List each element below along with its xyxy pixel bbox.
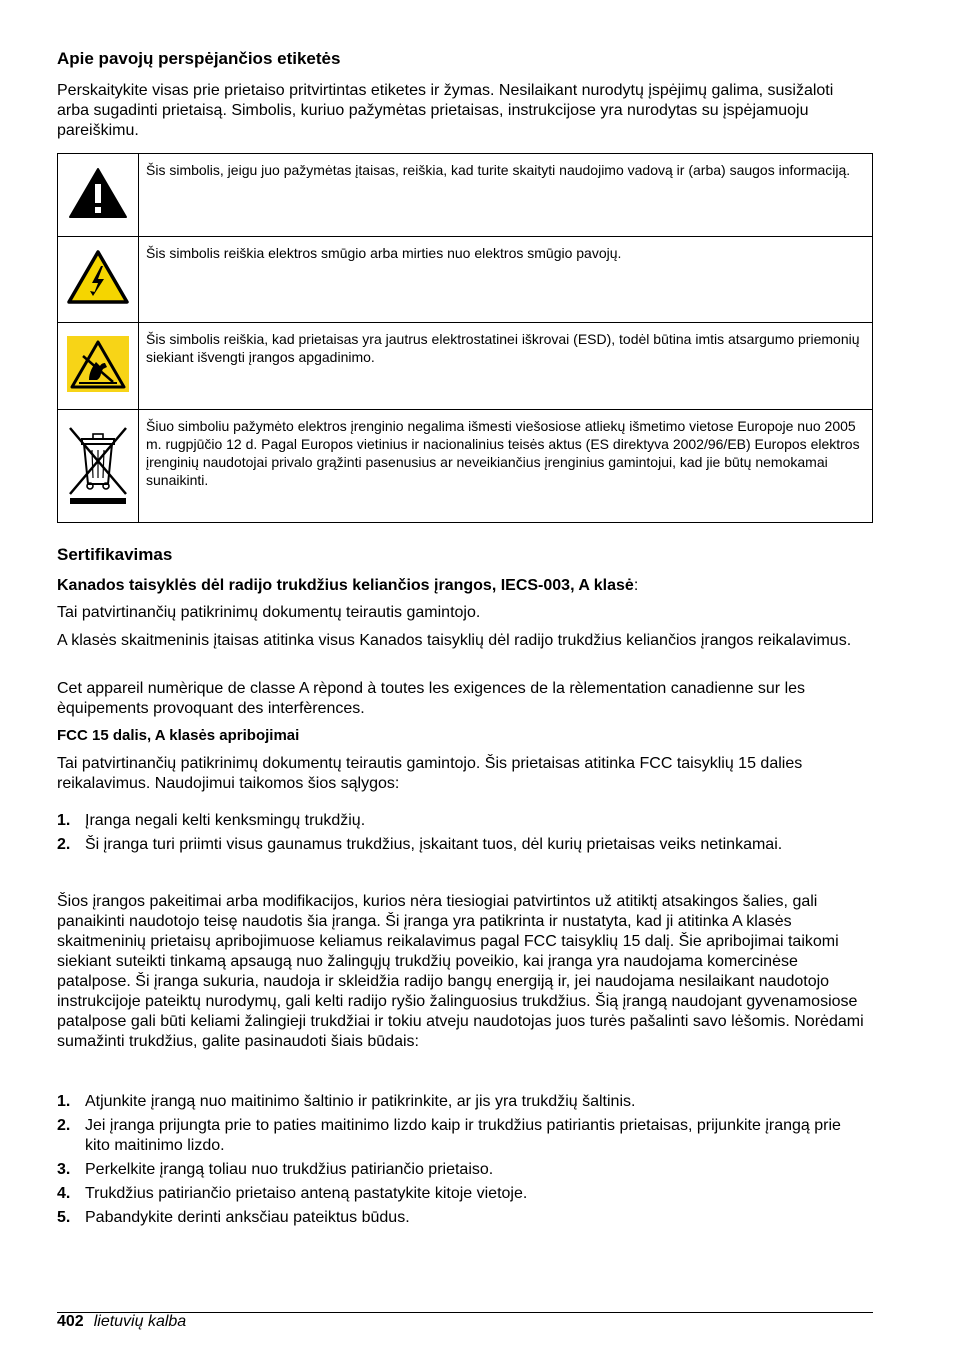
list-number: 3.	[57, 1161, 71, 1178]
symbol-icon-cell	[58, 410, 139, 523]
esd-icon	[67, 336, 129, 392]
fcc-paragraph-2: Šios įrangos pakeitimai arba modifikacijos, kurios nėra tiesiogiai patvirtintos už atitiktį atsakingos šalies, gali panaikinti naudotojo teisę naudotis šia įranga. Ši įranga yra patikrinta ir nustatyta, kad ji atitinka A klasės skaitmeninių prietaisų apribojimuose keliamus reikalavimus pagal FCC taisyklių 15 dalį. Šie apribojimai taikomi siekiant suteikti tinkamą apsaugą nuo žalingųjų trukdžių poveikio, kai įranga yra naudojama komercinėse patalpose. Ši įranga sukuria, naudoja ir skleidžia radijo bangų energiją ir, jei naudojama nesilaikant naudotojo instrukcijoje pateiktų nurodymų, gali kelti radijo ryšio žalinguosius trukdžius. Šią įrangą naudojant gyvenamosiose patalpose gali būti keliami žalingieji trukdžiai ir tokiu atveju naudotojas juos turės pašalinti savo lėšomis. Norėdami sumažinti trukdžius, galite pasinaudoti šiais būdais:	[57, 893, 864, 1050]
list-text: Trukdžius patiriančio prietaiso anteną pastatykite kitoje vietoje.	[85, 1185, 528, 1202]
canada-paragraph-1: Tai patvirtinančių patikrinimų dokumentų teirautis gamintojo.	[57, 604, 481, 621]
page-footer	[57, 1313, 186, 1331]
symbol-row	[58, 237, 873, 323]
canada-heading	[57, 577, 638, 595]
page-number: 402	[57, 1313, 84, 1330]
list-number: 5.	[57, 1209, 71, 1226]
fcc-conditions-list	[57, 811, 869, 859]
list-item	[57, 811, 869, 831]
list-text: Ši įranga turi priimti visus gaunamus trukdžius, įskaitant tuos, dėl kurių prietaisas veiks netinkamai.	[85, 836, 783, 853]
fcc-paragraph-1: Tai patvirtinančių patikrinimų dokumentų teirautis gamintojo. Šis prietaisas atitinka FCC taisyklių 15 dalies reikalavimus. Naudojimui taikomos šios sąlygos:	[57, 755, 803, 792]
list-item	[57, 835, 785, 855]
section-title-certification: Sertifikavimas	[57, 545, 173, 564]
symbol-description: Šis simbolis reiškia, kad prietaisas yra jautrus elektrostatinei iškrovai (ESD), todėl būtina imtis atsargumo priemonių siekiant išvengti įrangos apgadinimo.	[139, 323, 873, 410]
symbol-icon-cell	[58, 154, 139, 237]
symbols-table	[57, 153, 873, 523]
list-number: 1.	[57, 1093, 71, 1110]
fcc-heading: FCC 15 dalis, A klasės apribojimai	[57, 727, 300, 744]
list-item	[57, 1092, 869, 1112]
symbol-row	[58, 154, 873, 237]
symbol-icon-cell	[58, 237, 139, 323]
hazard-intro-paragraph: Perskaitykite visas prie prietaiso pritvirtintas etiketes ir žymas. Nesilaikant nurodytų įspėjimų galima, susižaloti arba sugadinti prietaisą. Simbolis, kuriuo pažymėtas prietaisas, instrukcijose yra nurodytas su įspėjamuoju pareiškimu.	[57, 82, 834, 139]
list-item	[57, 1184, 869, 1204]
canada-heading-colon: :	[633, 577, 639, 594]
footer-language: lietuvių kalba	[93, 1313, 187, 1330]
list-number: 1.	[57, 812, 71, 829]
weee-crossed-bin-icon	[66, 422, 130, 506]
list-text: Pabandykite derinti anksčiau pateiktus būdus.	[85, 1209, 410, 1226]
list-item	[57, 1160, 869, 1180]
list-text: Perkelkite įrangą toliau nuo trukdžius patiriančio prietaiso.	[85, 1161, 494, 1178]
electric-shock-icon	[66, 249, 130, 305]
warning-triangle-icon	[68, 167, 128, 219]
list-text: Įranga negali kelti kenksmingų trukdžių.	[85, 812, 366, 829]
list-text: Jei įranga prijungta prie to paties maitinimo lizdo kaip ir trukdžius patiriantis prietaisas, prijunkite įrangą prie kito maitinimo lizdo.	[85, 1117, 841, 1154]
list-text: Atjunkite įrangą nuo maitinimo šaltinio ir patikrinkite, ar jis yra trukdžių šaltinis.	[85, 1093, 636, 1110]
list-item	[57, 1208, 869, 1228]
symbol-description: Šis simbolis, jeigu juo pažymėtas įtaisas, reiškia, kad turite skaityti naudojimo vadovą ir (arba) saugos informaciją.	[139, 154, 873, 237]
symbol-description: Šiuo simboliu pažymėto elektros įrenginio negalima išmesti viešosiose atliekų išmetimo vietose Europoje nuo 2005 m. rugpjūčio 12 d. Pagal Europos vietinius ir nacionalinius teisės aktus (ES direktyva 2002/96/EB) Europos elektros įrenginių naudotojai privalo grąžinti pasenusius ar neveikiančius įrenginius gamintojui, kad jie būtų nemokamai sunaikinti.	[139, 410, 873, 523]
canada-heading-text: Kanados taisyklės dėl radijo trukdžius keliančios įrangos, IECS-003, A klasė	[57, 577, 634, 594]
canada-paragraph-2: A klasės skaitmeninis įtaisas atitinka visus Kanados taisyklių dėl radijo trukdžius keliančios įrangos reikalavimus.	[57, 632, 852, 649]
symbol-row	[58, 323, 873, 410]
symbol-icon-cell	[58, 323, 139, 410]
section-title-hazard-labels: Apie pavojų perspėjančios etiketės	[57, 49, 341, 68]
list-number: 2.	[57, 836, 71, 853]
list-number: 4.	[57, 1185, 71, 1202]
symbol-row	[58, 410, 873, 523]
list-item	[57, 1116, 869, 1156]
fcc-steps-list	[57, 1092, 869, 1232]
list-number: 2.	[57, 1117, 71, 1134]
canada-paragraph-3: Cet appareil numèrique de classe A rèpond à toutes les exigences de la rèlementation canadienne sur les èquipements provoquant des interfèrences.	[57, 680, 806, 717]
symbol-description: Šis simbolis reiškia elektros smūgio arba mirties nuo elektros smūgio pavojų.	[139, 237, 873, 323]
